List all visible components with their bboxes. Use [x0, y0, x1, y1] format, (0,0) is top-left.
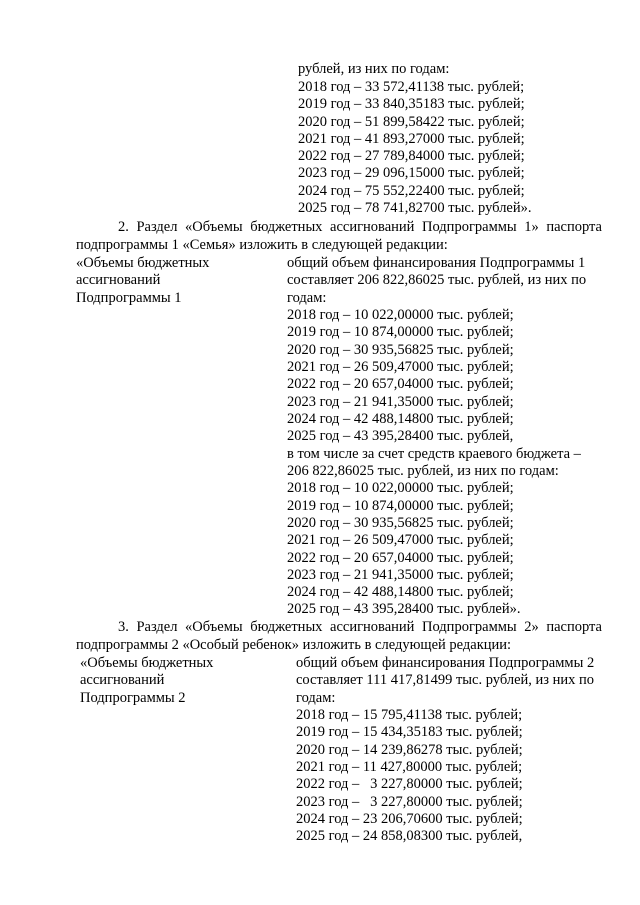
- year-line: 2022 год – 27 789,84000 тыс. рублей;: [298, 148, 525, 164]
- year-line: 2024 год – 23 206,70600 тыс. рублей;: [296, 811, 523, 827]
- year-line: 2023 год – 21 941,35000 тыс. рублей;: [287, 567, 514, 583]
- right-text: составляет 206 822,86025 тыс. рублей, из них по: [287, 272, 587, 288]
- section-2-heading-continuation: подпрограммы 1 «Семья» изложить в следующей редакции:: [76, 237, 448, 253]
- year-line: 2023 год – 29 096,15000 тыс. рублей;: [298, 165, 525, 181]
- year-line: 2025 год – 43 395,28400 тыс. рублей,: [287, 428, 514, 444]
- right-text: годам:: [296, 690, 336, 706]
- year-line: 2025 год – 78 741,82700 тыс. рублей».: [298, 200, 532, 216]
- year-line: 2024 год – 75 552,22400 тыс. рублей;: [298, 183, 525, 199]
- year-line: 2019 год – 10 874,00000 тыс. рублей;: [287, 324, 514, 340]
- year-line: 2022 год – 20 657,04000 тыс. рублей;: [287, 550, 514, 566]
- left-label: «Объемы бюджетных: [76, 255, 210, 271]
- section-3-heading: 3. Раздел «Объемы бюджетных ассигнований Подпрограммы 2» паспорта: [118, 619, 602, 635]
- left-label: «Объемы бюджетных: [80, 655, 214, 671]
- year-line: 2019 год – 33 840,35183 тыс. рублей;: [298, 96, 525, 112]
- year-line: 2018 год – 15 795,41138 тыс. рублей;: [296, 707, 523, 723]
- year-line: 2018 год – 33 572,41138 тыс. рублей;: [298, 79, 525, 95]
- year-line: 2020 год – 30 935,56825 тыс. рублей;: [287, 342, 514, 358]
- right-text: в том числе за счет средств краевого бюджета –: [287, 446, 581, 462]
- year-line: 2021 год – 26 509,47000 тыс. рублей;: [287, 532, 514, 548]
- right-text: 206 822,86025 тыс. рублей, из них по годам:: [287, 463, 559, 479]
- year-line: 2021 год – 41 893,27000 тыс. рублей;: [298, 131, 525, 147]
- text-line: рублей, из них по годам:: [298, 61, 450, 77]
- year-line: 2021 год – 26 509,47000 тыс. рублей;: [287, 359, 514, 375]
- left-label: ассигнований: [76, 272, 161, 288]
- year-line: 2025 год – 24 858,08300 тыс. рублей,: [296, 828, 523, 844]
- left-label: Подпрограммы 2: [80, 690, 186, 706]
- year-line: 2020 год – 30 935,56825 тыс. рублей;: [287, 515, 514, 531]
- right-text: общий объем финансирования Подпрограммы 2: [296, 655, 595, 671]
- year-line: 2022 год – 20 657,04000 тыс. рублей;: [287, 376, 514, 392]
- year-line: 2022 год – 3 227,80000 тыс. рублей;: [296, 776, 523, 792]
- year-line: 2018 год – 10 022,00000 тыс. рублей;: [287, 480, 514, 496]
- section-3-heading-continuation: подпрограммы 2 «Особый ребенок» изложить в следующей редакции:: [76, 637, 512, 653]
- year-line: 2023 год – 21 941,35000 тыс. рублей;: [287, 394, 514, 410]
- year-line: 2024 год – 42 488,14800 тыс. рублей;: [287, 411, 514, 427]
- section-2-heading: 2. Раздел «Объемы бюджетных ассигнований Подпрограммы 1» паспорта: [118, 219, 602, 235]
- right-text: общий объем финансирования Подпрограммы 1: [287, 255, 586, 271]
- year-line: 2024 год – 42 488,14800 тыс. рублей;: [287, 584, 514, 600]
- year-line: 2021 год – 11 427,80000 тыс. рублей;: [296, 759, 523, 775]
- year-line: 2018 год – 10 022,00000 тыс. рублей;: [287, 307, 514, 323]
- year-line: 2025 год – 43 395,28400 тыс. рублей».: [287, 601, 521, 617]
- year-line: 2019 год – 15 434,35183 тыс. рублей;: [296, 724, 523, 740]
- year-line: 2020 год – 14 239,86278 тыс. рублей;: [296, 742, 523, 758]
- right-text: составляет 111 417,81499 тыс. рублей, из них по: [296, 672, 595, 688]
- year-line: 2023 год – 3 227,80000 тыс. рублей;: [296, 794, 523, 810]
- year-line: 2019 год – 10 874,00000 тыс. рублей;: [287, 498, 514, 514]
- left-label: ассигнований: [80, 672, 165, 688]
- right-text: годам:: [287, 290, 327, 306]
- year-line: 2020 год – 51 899,58422 тыс. рублей;: [298, 114, 525, 130]
- left-label: Подпрограммы 1: [76, 290, 182, 306]
